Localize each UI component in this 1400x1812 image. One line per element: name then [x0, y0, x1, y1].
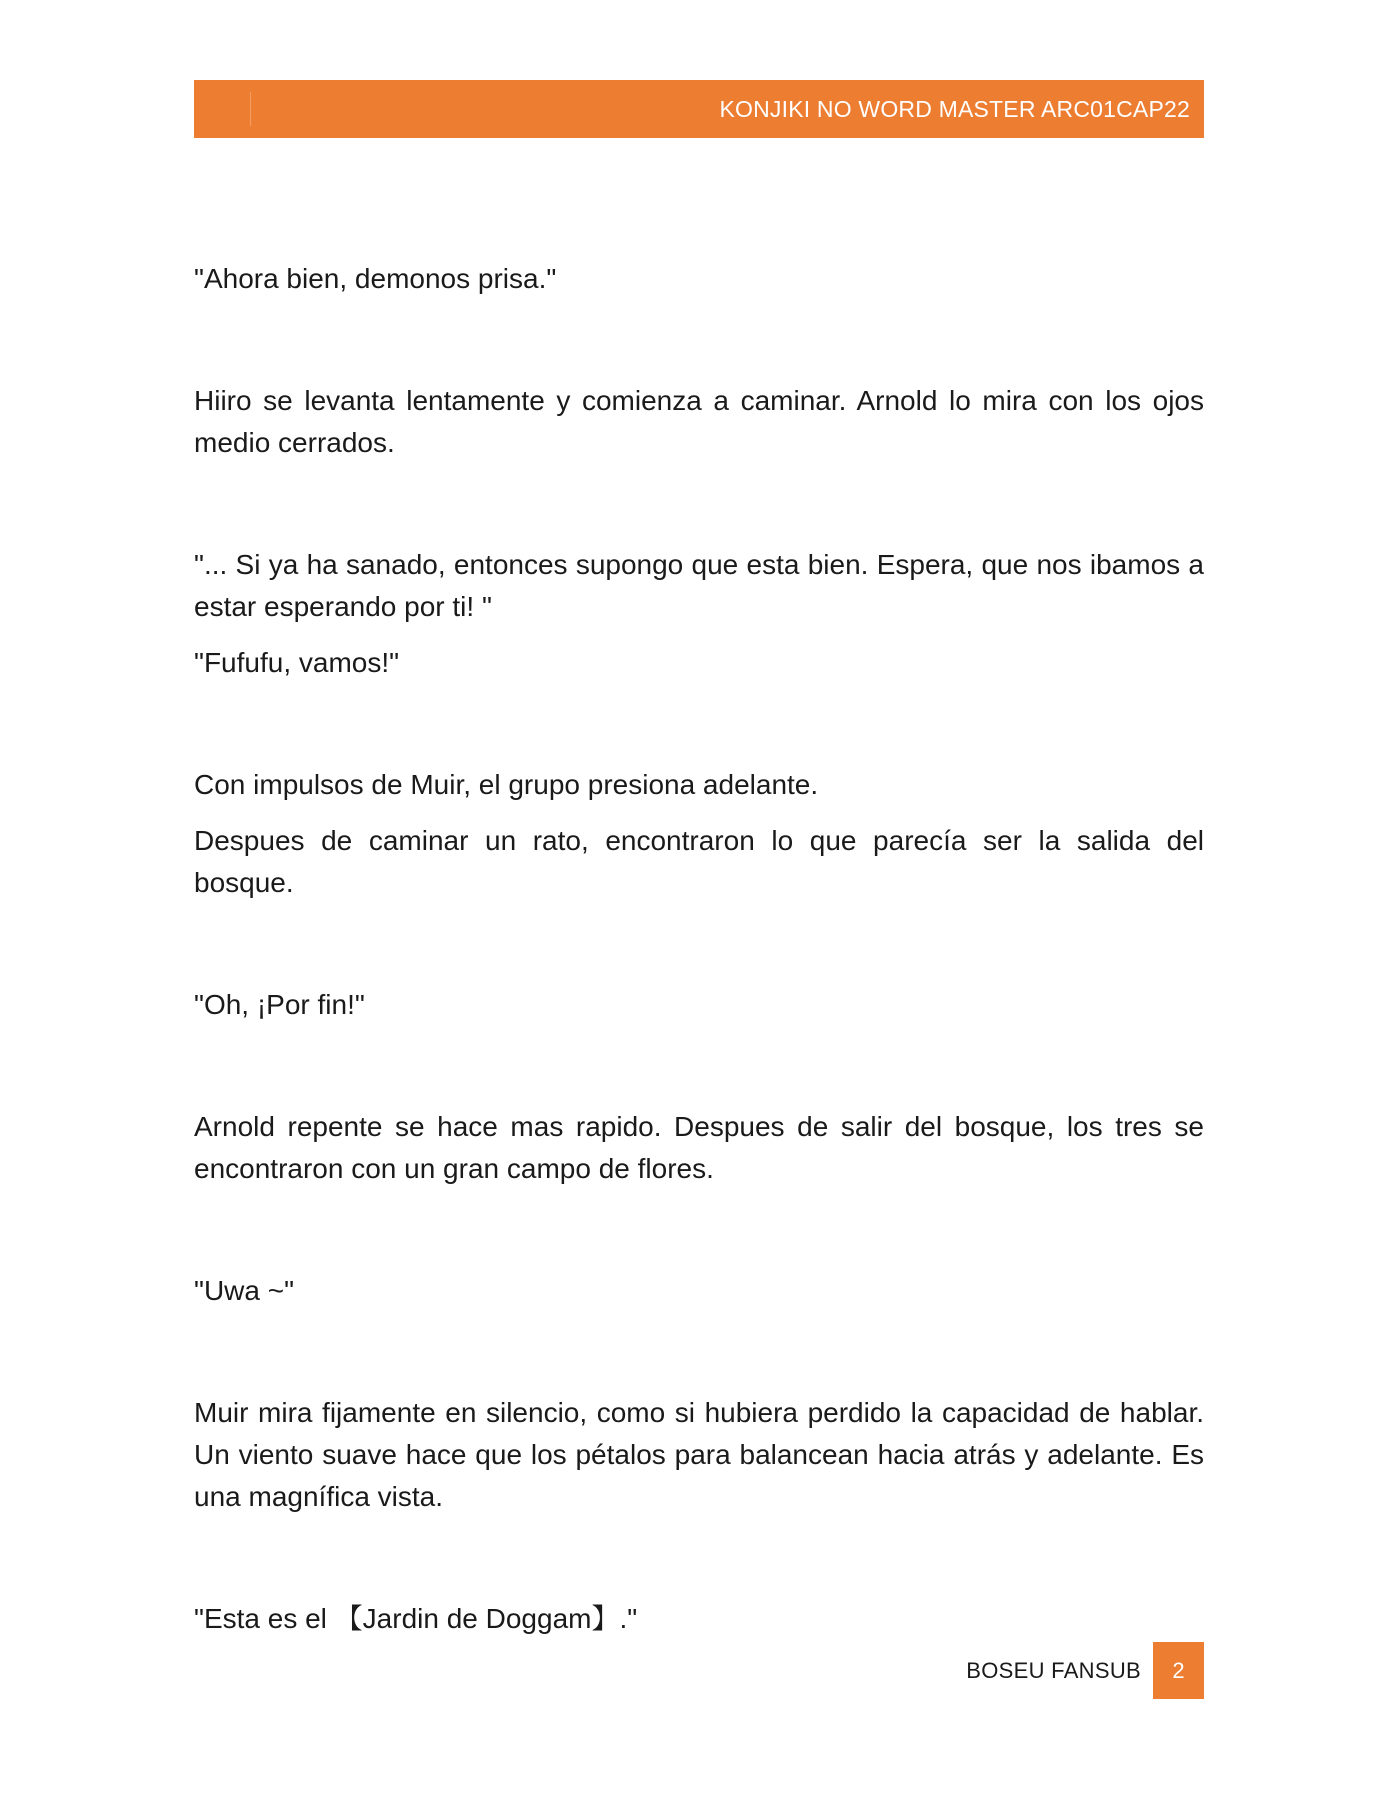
- header-divider: [250, 92, 251, 126]
- paragraph-7: "Oh, ¡Por fin!": [194, 989, 365, 1020]
- paragraph-1: "Ahora bien, demonos prisa.": [194, 263, 557, 294]
- footer-label: BOSEU FANSUB: [966, 1657, 1141, 1683]
- paragraph-2: Hiiro se levanta lentamente y comienza a caminar. Arnold lo mira con los ojos medio cerrados.: [194, 385, 1204, 458]
- paragraph-3: "... Si ya ha sanado, entonces supongo que esta bien. Espera, que nos ibamos a estar esperando por ti! ": [194, 549, 1204, 622]
- page-body: [194, 258, 1204, 1640]
- paragraph-9: "Uwa ~": [194, 1275, 295, 1306]
- paragraph-5: Con impulsos de Muir, el grupo presiona adelante.: [194, 769, 819, 800]
- page-number: 2: [1172, 1657, 1185, 1683]
- paragraph-11: "Esta es el 【Jardin de Doggam】.": [194, 1603, 638, 1634]
- paragraph-8: Arnold repente se hace mas rapido. Despues de salir del bosque, los tres se encontraron con un gran campo de flores.: [194, 1111, 1204, 1184]
- paragraph-4: "Fufufu, vamos!": [194, 647, 400, 678]
- paragraph-6: Despues de caminar un rato, encontraron lo que parecía ser la salida del bosque.: [194, 825, 1204, 898]
- page-header: [194, 80, 1204, 138]
- header-title: KONJIKI NO WORD MASTER ARC01CAP22: [719, 95, 1190, 122]
- page-number-box: [1153, 1642, 1204, 1699]
- page-footer: [194, 1642, 1204, 1699]
- paragraph-10: Muir mira fijamente en silencio, como si hubiera perdido la capacidad de hablar. Un viento suave hace que los pétalos para balancean hacia atrás y adelante. Es una magnífica vista.: [194, 1397, 1204, 1512]
